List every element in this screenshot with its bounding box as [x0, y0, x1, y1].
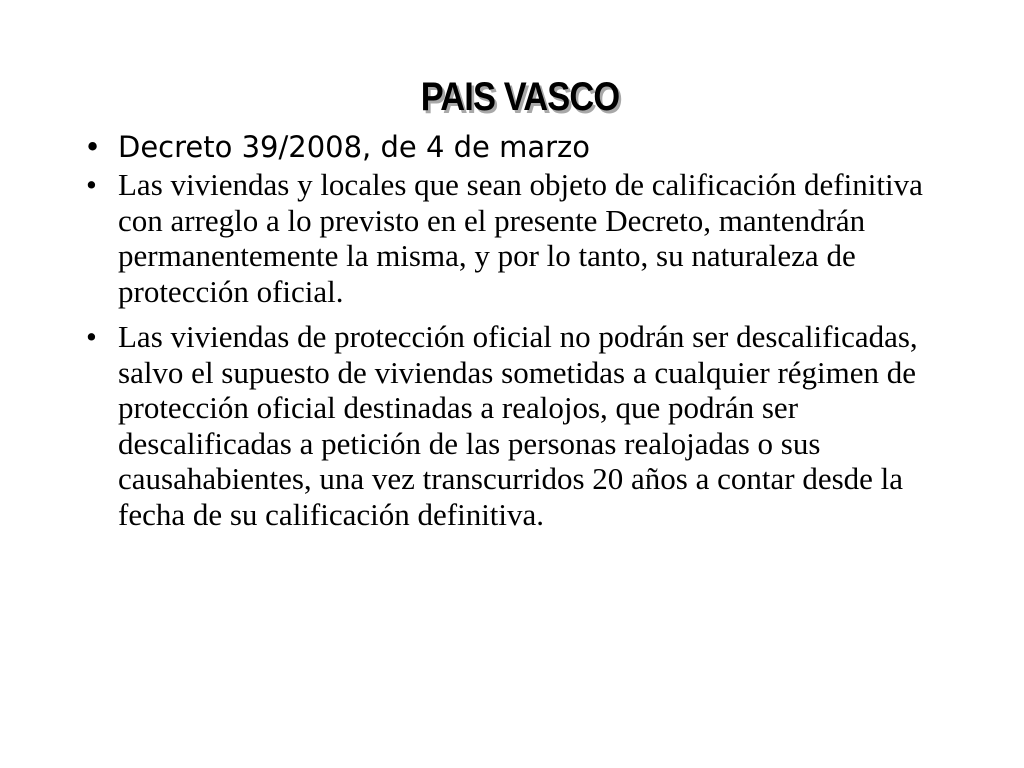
bullet-text: Decreto 39/2008, de 4 de marzo: [118, 130, 591, 164]
bullet-dot-icon: •: [86, 167, 97, 202]
slide-title: PAIS VASCO: [420, 74, 620, 119]
bullet-dot-icon: •: [86, 319, 97, 354]
bullet-text: Las viviendas y locales que sean objeto de calificación definitiva con arreglo a lo previsto en el presente Decreto, mantendrán permanentemente la misma, y por lo tanto, su naturaleza de protección oficial.: [118, 167, 923, 309]
bullet-item-decree: [80, 129, 970, 165]
bullet-item-calificacion: [80, 167, 970, 309]
bullet-list: [80, 129, 970, 542]
bullet-text: Las viviendas de protección oficial no podrán ser descalificadas, salvo el supuesto de viviendas sometidas a cualquier régimen de protección oficial destinadas a realojos, que podrán ser descalificadas a petición de las personas realojadas o sus causahabientes, una vez transcurridos 20 años a contar desde la fecha de su calificación definitiva.: [118, 319, 918, 532]
bullet-dot-icon: •: [84, 130, 102, 164]
bullet-item-descalificacion: [80, 319, 970, 532]
